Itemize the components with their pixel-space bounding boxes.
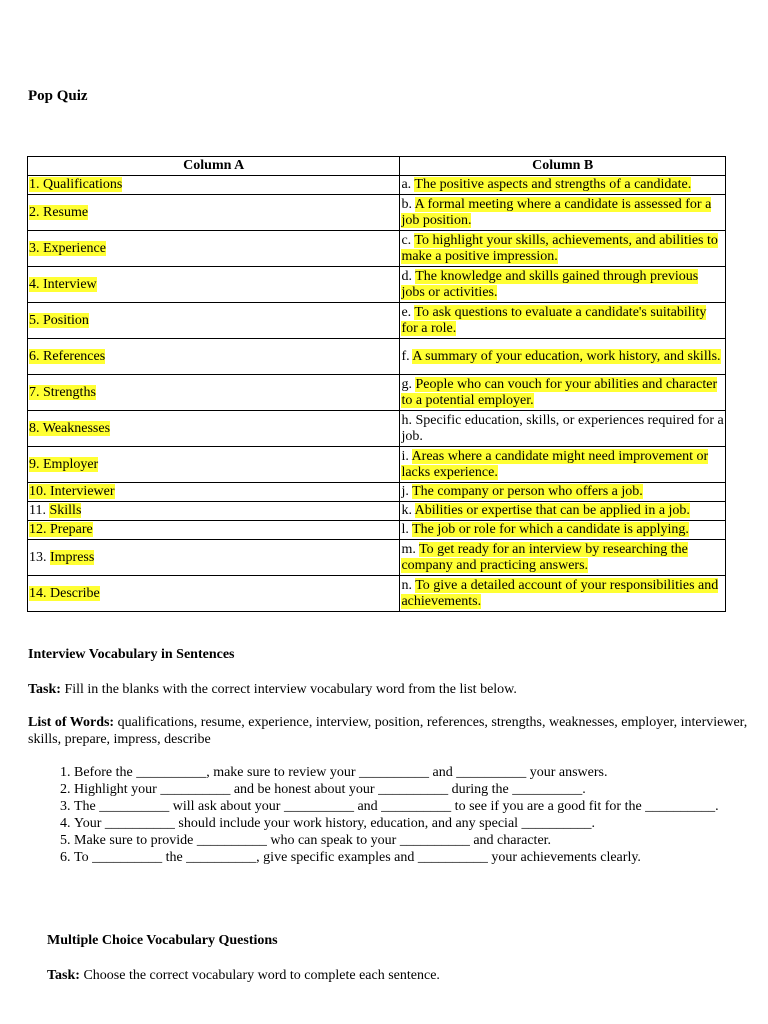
term-text: Position (43, 312, 89, 328)
definition-text: A summary of your education, work history, and skills. (412, 348, 721, 364)
definition-letter: h. (401, 412, 416, 428)
column-a-cell (28, 303, 400, 339)
term-number: 12. (29, 522, 50, 537)
definition-letter: f. (401, 348, 413, 364)
word-list-text: qualifications, resume, experience, interview, position, references, strengths, weaknesses, employer, interviewer, skills, prepare, impress, describe (28, 715, 748, 747)
column-b-header: Column B (400, 157, 726, 176)
column-b-cell (400, 231, 726, 267)
term-number: 4. (29, 276, 43, 292)
column-b-cell (400, 483, 726, 502)
column-b-cell (400, 447, 726, 483)
column-a-cell (28, 267, 400, 303)
task-text: Fill in the blanks with the correct interview vocabulary word from the list below. (60, 682, 517, 697)
term-text: References (43, 348, 106, 364)
term-number: 5. (29, 312, 43, 328)
term-number: 14. (29, 585, 50, 601)
term-number: 6. (29, 348, 43, 364)
term-text: Describe (50, 585, 100, 601)
term-text: Weaknesses (42, 420, 111, 436)
table-row (28, 411, 726, 447)
table-row (28, 540, 726, 576)
column-b-cell (400, 411, 726, 447)
task-instruction-mc (47, 967, 747, 984)
column-b-cell (400, 540, 726, 576)
task-label: Task: (28, 682, 61, 697)
column-b-cell (400, 521, 726, 540)
list-item: 3. The __________ will ask about your __________ and __________ to see if you are a good fit for the __________. (74, 798, 768, 815)
task-text: Choose the correct vocabulary word to complete each sentence. (79, 968, 440, 983)
list-item: 4. Your __________ should include your work history, education, and any special __________. (74, 815, 768, 832)
term-text: Interviewer (50, 484, 115, 499)
column-a-header: Column A (28, 157, 400, 176)
section-title-multiple-choice: Multiple Choice Vocabulary Questions (47, 933, 278, 948)
term-text: Impress (50, 549, 95, 565)
column-a-cell (28, 521, 400, 540)
column-b-cell (400, 375, 726, 411)
column-b-cell (400, 576, 726, 612)
table-row (28, 339, 726, 375)
definition-letter: a. (401, 177, 415, 192)
column-b-cell (400, 176, 726, 195)
term-number: 11. (29, 503, 50, 518)
column-b-cell (400, 303, 726, 339)
column-b-cell (400, 195, 726, 231)
definition-letter: c. (401, 232, 415, 248)
matching-table (27, 156, 726, 612)
list-item: 2. Highlight your __________ and be honest about your __________ during the __________. (74, 781, 768, 798)
column-a-cell (28, 576, 400, 612)
column-a-cell (28, 375, 400, 411)
term-number: 8. (29, 420, 43, 436)
definition-text: To give a detailed account of your responsibilities and achievements. (401, 577, 719, 609)
term-number: 13. (29, 549, 50, 565)
term-text: Employer (43, 456, 99, 472)
definition-text: To ask questions to evaluate a candidate's suitability for a role. (401, 304, 707, 336)
table-row (28, 303, 726, 339)
term-number: 1. (29, 177, 43, 192)
definition-letter: b. (401, 196, 415, 212)
term-text: Experience (43, 240, 106, 256)
definition-letter: j. (401, 484, 413, 499)
fill-in-sentences (34, 764, 768, 866)
column-b-cell (400, 502, 726, 521)
column-b-cell (400, 267, 726, 303)
table-body (28, 176, 726, 612)
table-row (28, 231, 726, 267)
term-number: 2. (29, 204, 43, 220)
column-a-cell (28, 502, 400, 521)
definition-letter: g. (401, 376, 416, 392)
definition-text: The positive aspects and strengths of a candidate. (414, 177, 692, 192)
term-text: Qualifications (43, 177, 123, 192)
table-row (28, 176, 726, 195)
term-number: 9. (29, 456, 43, 472)
definition-text: A formal meeting where a candidate is assessed for a job position. (401, 196, 712, 228)
definition-letter: e. (401, 304, 415, 320)
definition-letter: i. (401, 448, 412, 464)
definition-text: Areas where a candidate might need improvement or lacks experience. (401, 448, 709, 480)
definition-letter: n. (401, 577, 416, 593)
table-row (28, 267, 726, 303)
list-item: 5. Make sure to provide __________ who can speak to your __________ and character. (74, 832, 768, 849)
definition-letter: k. (401, 503, 415, 518)
term-number: 10. (29, 484, 50, 499)
column-a-cell (28, 231, 400, 267)
term-number: 3. (29, 240, 43, 256)
column-a-cell (28, 411, 400, 447)
term-number: 7. (29, 384, 43, 400)
task-instruction (28, 681, 748, 698)
column-a-cell (28, 339, 400, 375)
section-title-sentences: Interview Vocabulary in Sentences (28, 647, 235, 662)
table-row (28, 502, 726, 521)
word-list-label: List of Words: (28, 715, 115, 730)
definition-text: To highlight your skills, achievements, and abilities to make a positive impression. (401, 232, 718, 264)
column-a-cell (28, 447, 400, 483)
term-text: Interview (43, 276, 97, 292)
column-a-cell (28, 483, 400, 502)
term-text: Prepare (50, 522, 93, 537)
definition-text: The company or person who offers a job. (412, 484, 643, 499)
word-list (28, 714, 753, 748)
table-row (28, 447, 726, 483)
term-text: Skills (49, 503, 82, 518)
definition-text: The job or role for which a candidate is applying. (412, 522, 689, 537)
definition-text: People who can vouch for your abilities and character to a potential employer. (401, 376, 718, 408)
definition-letter: l. (401, 522, 413, 537)
table-row (28, 483, 726, 502)
table-header-row (28, 157, 726, 176)
column-b-cell (400, 339, 726, 375)
table-row (28, 521, 726, 540)
table-row (28, 375, 726, 411)
task-label: Task: (47, 968, 80, 983)
term-text: Resume (43, 204, 89, 220)
column-a-cell (28, 195, 400, 231)
definition-text: The knowledge and skills gained through previous jobs or activities. (401, 268, 699, 300)
page-title: Pop Quiz (28, 88, 88, 104)
definition-letter: m. (401, 541, 420, 557)
list-item: 1. Before the __________, make sure to review your __________ and __________ your answers. (74, 764, 768, 781)
definition-text: To get ready for an interview by researching the company and practicing answers. (401, 541, 688, 573)
term-text: Strengths (43, 384, 96, 400)
list-item: 6. To __________ the __________, give specific examples and __________ your achievements clearly. (74, 849, 768, 866)
definition-letter: d. (401, 268, 416, 284)
table-row (28, 195, 726, 231)
definition-text: Specific education, skills, or experiences required for a job. (401, 412, 724, 444)
table-row (28, 576, 726, 612)
column-a-cell (28, 540, 400, 576)
column-a-cell (28, 176, 400, 195)
definition-text: Abilities or expertise that can be applied in a job. (414, 503, 690, 518)
